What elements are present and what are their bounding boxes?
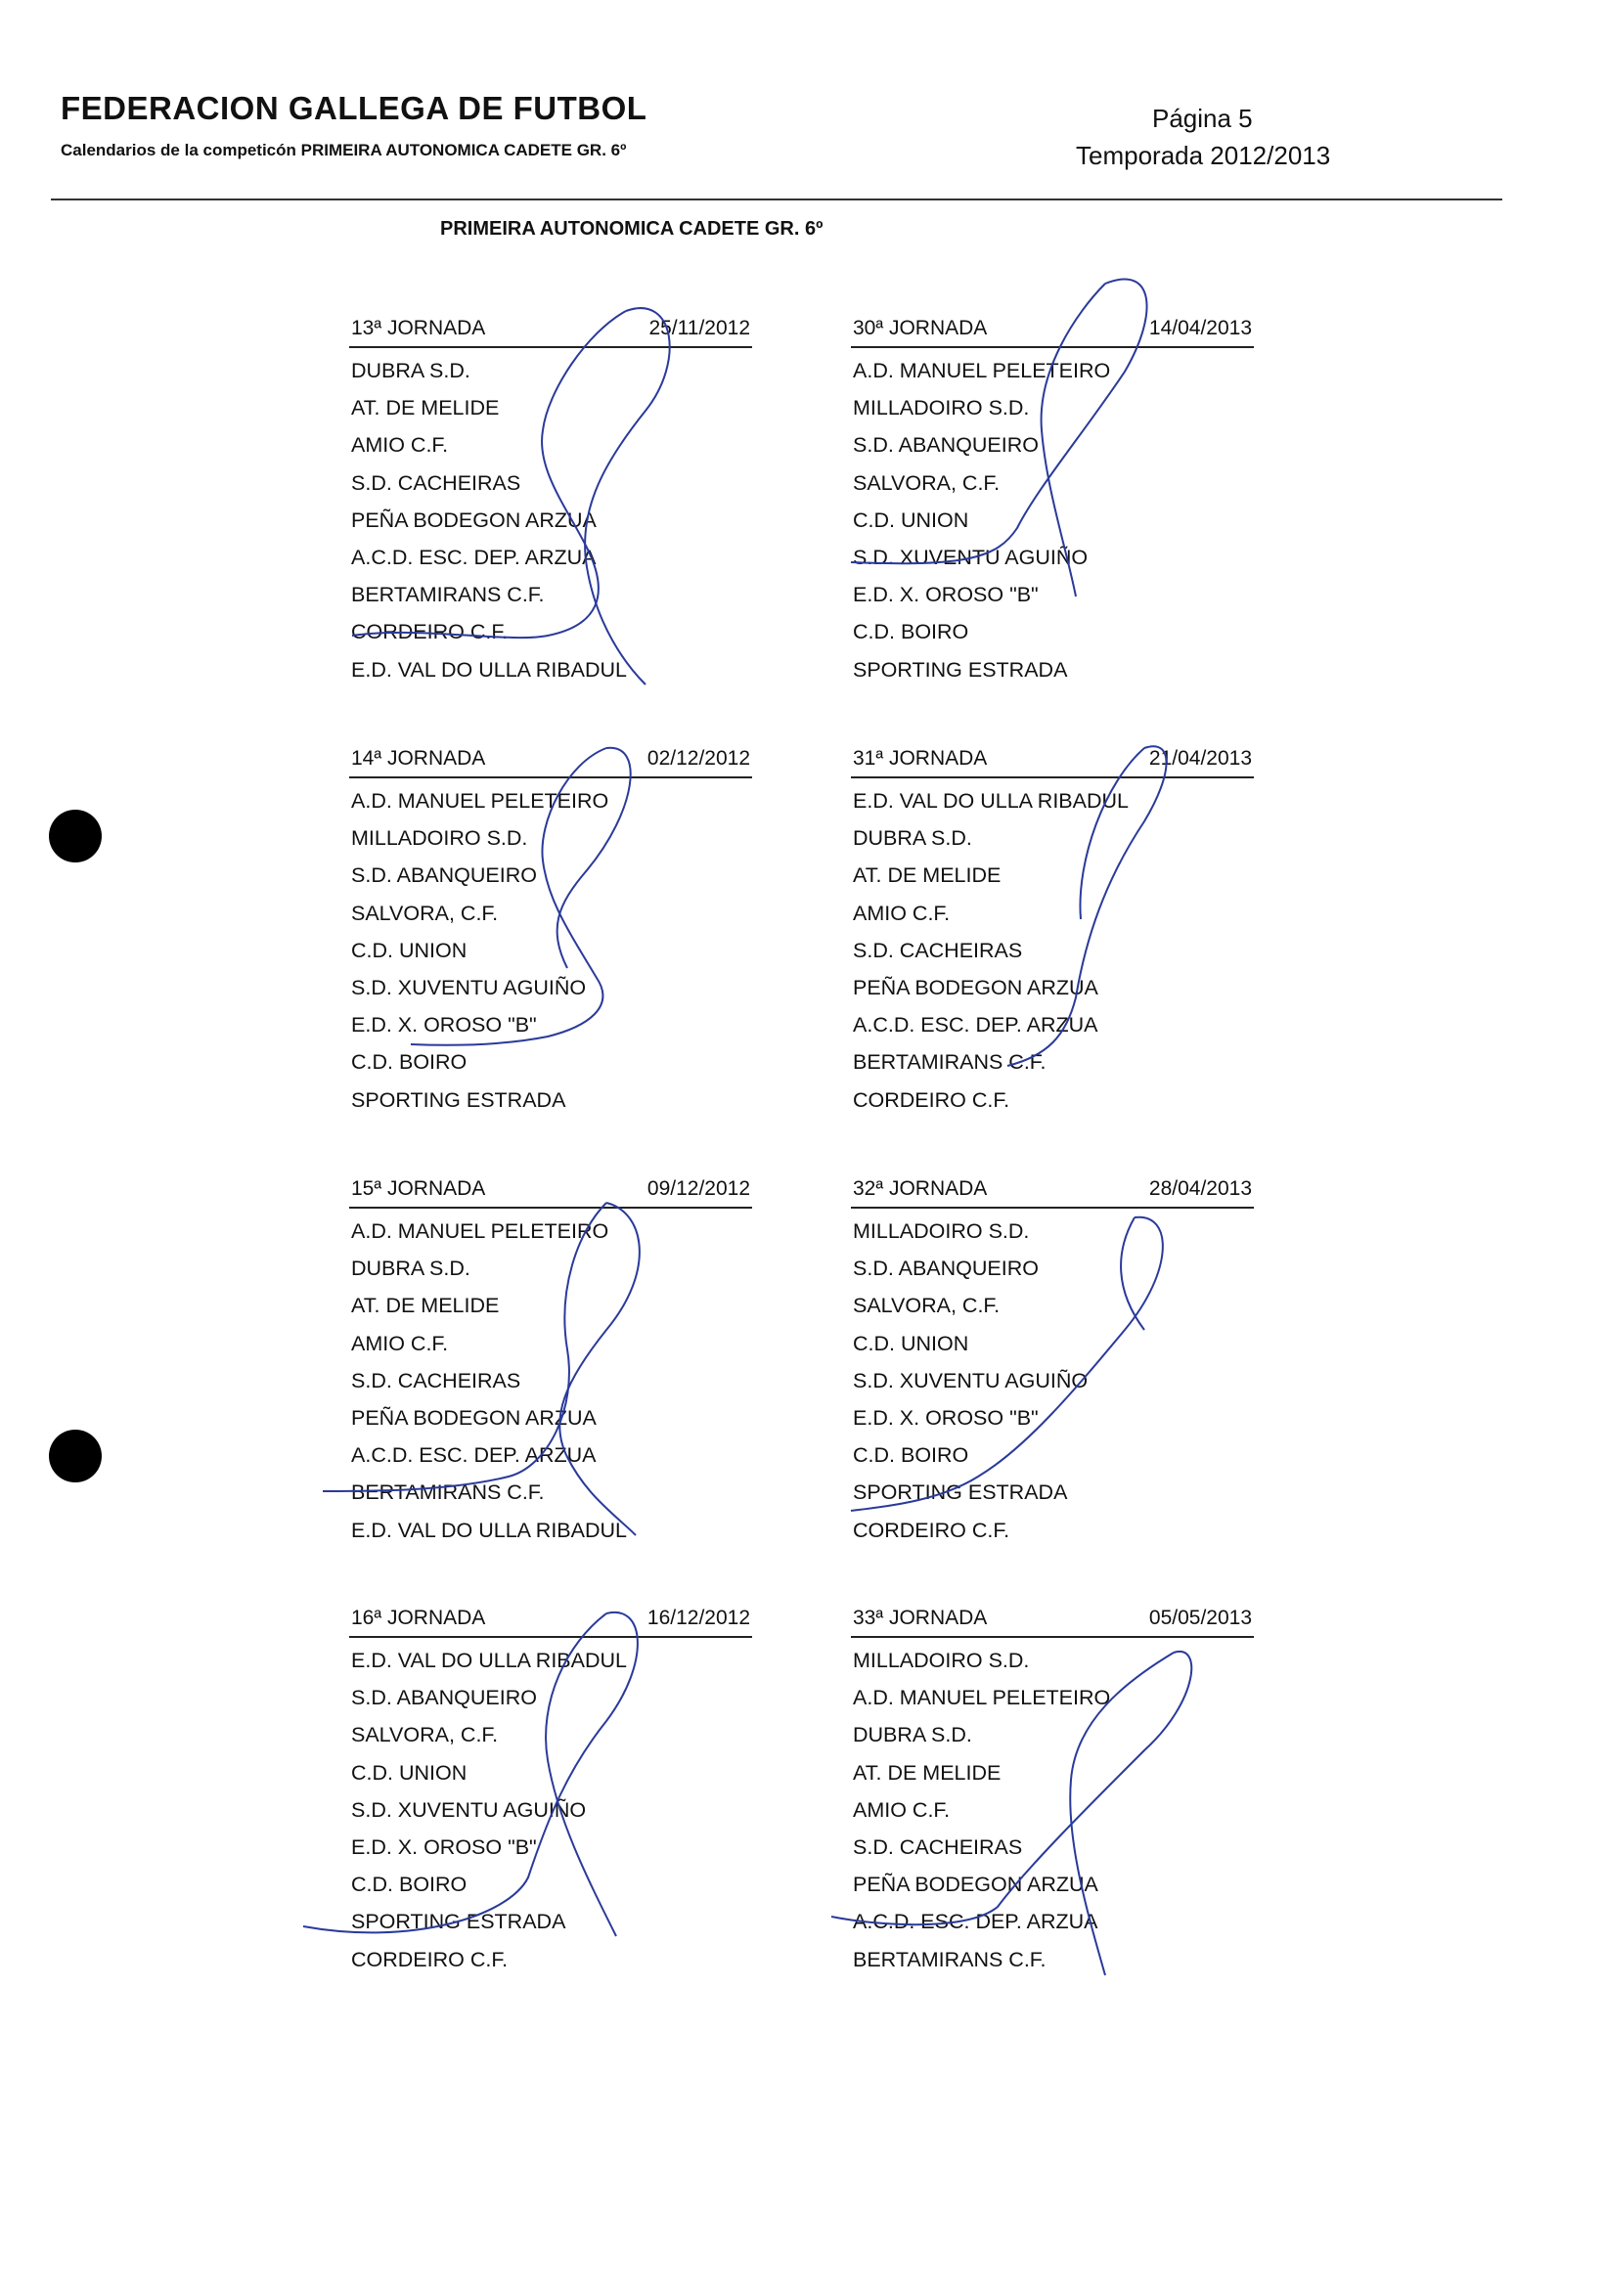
round-date: 05/05/2013 bbox=[1148, 1607, 1252, 1629]
team-list bbox=[851, 1638, 1254, 1978]
team-name: DUBRA S.D. bbox=[351, 359, 470, 382]
team-name: PEÑA BODEGON ARZUA bbox=[351, 1405, 597, 1430]
round-header bbox=[851, 741, 1254, 778]
team-name: SPORTING ESTRADA bbox=[351, 1087, 566, 1112]
round-date: 25/11/2012 bbox=[648, 317, 750, 339]
team-name: SPORTING ESTRADA bbox=[351, 1910, 566, 1934]
round-name: 33ª JORNADA bbox=[853, 1607, 988, 1629]
round-block bbox=[851, 741, 1254, 1119]
punch-hole bbox=[49, 1430, 102, 1482]
team-list bbox=[349, 1209, 752, 1549]
team-name: E.D. X. OROSO "B" bbox=[853, 1405, 1039, 1430]
competition-subtitle: Calendarios de la competicón PRIMEIRA AUTONOMICA CADETE GR. 6º bbox=[61, 141, 627, 159]
team-name: E.D. X. OROSO "B" bbox=[351, 1834, 537, 1859]
team-name: BERTAMIRANS C.F. bbox=[853, 1050, 1047, 1075]
team-name: A.C.D. ESC. DEP. ARZUA bbox=[351, 545, 597, 569]
team-name: SPORTING ESTRADA bbox=[853, 1480, 1068, 1505]
team-name: E.D. X. OROSO "B" bbox=[351, 1013, 537, 1038]
team-name: CORDEIRO C.F. bbox=[853, 1518, 1010, 1542]
round-block bbox=[851, 1601, 1254, 1978]
team-name: A.D. MANUEL PELETEIRO bbox=[853, 1686, 1111, 1710]
team-list bbox=[349, 1638, 752, 1978]
round-name: 13ª JORNADA bbox=[351, 317, 486, 339]
team-name: PEÑA BODEGON ARZUA bbox=[853, 1873, 1098, 1897]
round-date: 09/12/2012 bbox=[646, 1177, 750, 1200]
page-number: Página 5 bbox=[1152, 104, 1253, 133]
team-name: S.D. ABANQUEIRO bbox=[853, 433, 1039, 458]
team-name: S.D. CACHEIRAS bbox=[853, 938, 1023, 962]
team-name: CORDEIRO C.F. bbox=[351, 620, 509, 644]
team-name: A.C.D. ESC. DEP. ARZUA bbox=[853, 1910, 1098, 1934]
team-name: AMIO C.F. bbox=[351, 1331, 449, 1355]
round-header bbox=[349, 1171, 752, 1209]
round-block bbox=[851, 311, 1254, 688]
team-name: BERTAMIRANS C.F. bbox=[351, 583, 545, 607]
round-date: 14/04/2013 bbox=[1148, 317, 1252, 339]
round-block bbox=[349, 741, 752, 1119]
team-name: E.D. VAL DO ULLA RIBADUL bbox=[351, 1518, 627, 1542]
team-list bbox=[851, 1209, 1254, 1549]
team-name: AT. DE MELIDE bbox=[351, 396, 500, 420]
team-name: S.D. CACHEIRAS bbox=[853, 1834, 1023, 1859]
round-block bbox=[349, 1601, 752, 1978]
round-header bbox=[851, 311, 1254, 348]
section-title: PRIMEIRA AUTONOMICA CADETE GR. 6º bbox=[440, 218, 824, 240]
round-block bbox=[349, 311, 752, 688]
team-name: SALVORA, C.F. bbox=[351, 901, 499, 925]
team-name: E.D. X. OROSO "B" bbox=[853, 583, 1039, 607]
team-name: A.D. MANUEL PELETEIRO bbox=[351, 789, 609, 813]
team-name: C.D. UNION bbox=[351, 1760, 468, 1785]
team-list bbox=[349, 778, 752, 1119]
team-name: AMIO C.F. bbox=[853, 901, 951, 925]
team-name: MILLADOIRO S.D. bbox=[853, 1649, 1030, 1672]
team-name: SALVORA, C.F. bbox=[853, 1294, 1001, 1318]
team-name: SALVORA, C.F. bbox=[853, 470, 1001, 495]
team-name: SPORTING ESTRADA bbox=[853, 657, 1068, 682]
team-name: AMIO C.F. bbox=[853, 1797, 951, 1822]
organization-title: FEDERACION GALLEGA DE FUTBOL bbox=[61, 90, 647, 126]
round-block bbox=[349, 1171, 752, 1549]
round-name: 14ª JORNADA bbox=[351, 747, 486, 770]
punch-hole bbox=[49, 810, 102, 862]
team-name: PEÑA BODEGON ARZUA bbox=[853, 975, 1098, 999]
round-date: 28/04/2013 bbox=[1148, 1177, 1252, 1200]
round-date: 21/04/2013 bbox=[1148, 747, 1252, 770]
team-list bbox=[851, 348, 1254, 688]
team-name: A.D. MANUEL PELETEIRO bbox=[351, 1219, 609, 1243]
team-name: C.D. BOIRO bbox=[351, 1050, 468, 1075]
round-name: 16ª JORNADA bbox=[351, 1607, 486, 1629]
team-name: MILLADOIRO S.D. bbox=[853, 396, 1030, 420]
team-name: S.D. ABANQUEIRO bbox=[853, 1257, 1039, 1281]
team-name: CORDEIRO C.F. bbox=[351, 1947, 509, 1971]
team-name: A.D. MANUEL PELETEIRO bbox=[853, 359, 1111, 382]
team-name: BERTAMIRANS C.F. bbox=[853, 1947, 1047, 1971]
team-name: C.D. UNION bbox=[853, 1331, 969, 1355]
team-name: AT. DE MELIDE bbox=[351, 1294, 500, 1318]
team-name: S.D. ABANQUEIRO bbox=[351, 1686, 537, 1710]
team-name: S.D. XUVENTU AGUIÑO bbox=[853, 545, 1089, 569]
team-name: C.D. BOIRO bbox=[853, 620, 969, 644]
team-name: C.D. BOIRO bbox=[853, 1443, 969, 1468]
team-name: MILLADOIRO S.D. bbox=[853, 1219, 1030, 1243]
team-name: AMIO C.F. bbox=[351, 433, 449, 458]
season-label: Temporada 2012/2013 bbox=[1076, 141, 1331, 170]
team-name: S.D. XUVENTU AGUIÑO bbox=[853, 1368, 1089, 1392]
round-header bbox=[349, 741, 752, 778]
team-name: DUBRA S.D. bbox=[351, 1257, 470, 1281]
team-name: C.D. UNION bbox=[351, 938, 468, 962]
team-name: C.D. BOIRO bbox=[351, 1873, 468, 1897]
round-date: 16/12/2012 bbox=[646, 1607, 750, 1629]
round-header bbox=[851, 1171, 1254, 1209]
team-list bbox=[851, 778, 1254, 1119]
team-name: PEÑA BODEGON ARZUA bbox=[351, 508, 597, 532]
round-date: 02/12/2012 bbox=[646, 747, 750, 770]
team-name: BERTAMIRANS C.F. bbox=[351, 1480, 545, 1505]
team-list bbox=[349, 348, 752, 688]
round-name: 30ª JORNADA bbox=[853, 317, 988, 339]
round-header bbox=[349, 311, 752, 348]
team-name: E.D. VAL DO ULLA RIBADUL bbox=[351, 657, 627, 682]
team-name: CORDEIRO C.F. bbox=[853, 1087, 1010, 1112]
team-name: E.D. VAL DO ULLA RIBADUL bbox=[351, 1649, 627, 1672]
team-name: A.C.D. ESC. DEP. ARZUA bbox=[351, 1443, 597, 1468]
team-name: AT. DE MELIDE bbox=[853, 863, 1002, 888]
team-name: S.D. ABANQUEIRO bbox=[351, 863, 537, 888]
team-name: AT. DE MELIDE bbox=[853, 1760, 1002, 1785]
team-name: E.D. VAL DO ULLA RIBADUL bbox=[853, 789, 1129, 813]
round-name: 32ª JORNADA bbox=[853, 1177, 988, 1200]
round-block bbox=[851, 1171, 1254, 1549]
header-divider bbox=[51, 199, 1502, 200]
round-name: 31ª JORNADA bbox=[853, 747, 988, 770]
team-name: S.D. CACHEIRAS bbox=[351, 1368, 521, 1392]
round-header bbox=[851, 1601, 1254, 1638]
team-name: S.D. CACHEIRAS bbox=[351, 470, 521, 495]
team-name: S.D. XUVENTU AGUIÑO bbox=[351, 975, 587, 999]
team-name: DUBRA S.D. bbox=[853, 826, 972, 851]
round-name: 15ª JORNADA bbox=[351, 1177, 486, 1200]
team-name: SALVORA, C.F. bbox=[351, 1723, 499, 1747]
team-name: A.C.D. ESC. DEP. ARZUA bbox=[853, 1013, 1098, 1038]
round-header bbox=[349, 1601, 752, 1638]
team-name: DUBRA S.D. bbox=[853, 1723, 972, 1747]
team-name: S.D. XUVENTU AGUIÑO bbox=[351, 1797, 587, 1822]
team-name: MILLADOIRO S.D. bbox=[351, 826, 528, 851]
team-name: C.D. UNION bbox=[853, 508, 969, 532]
